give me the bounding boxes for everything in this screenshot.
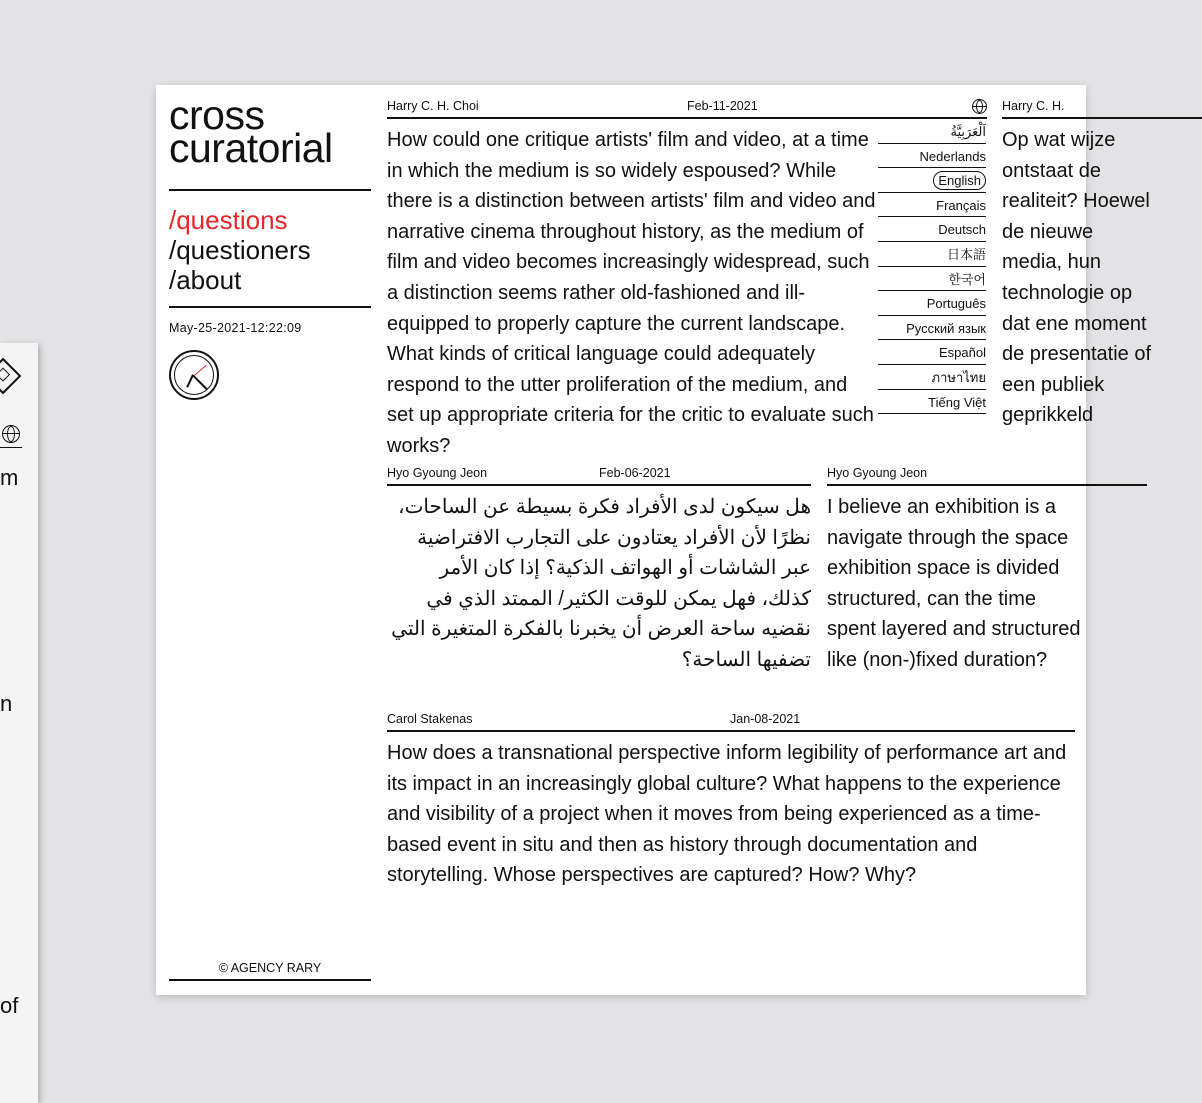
nav-questioners[interactable]: /questioners	[169, 235, 311, 265]
sidebar	[169, 85, 371, 995]
language-menu	[878, 119, 986, 414]
language-option-korean[interactable]: 한국어	[878, 267, 986, 292]
clock-icon	[169, 350, 219, 400]
card-header	[387, 97, 987, 119]
card-date: Feb-11-2021	[687, 99, 758, 113]
main-page	[156, 85, 1151, 995]
background-page	[0, 343, 38, 1103]
language-option-japanese[interactable]: 日本語	[878, 242, 986, 267]
card-header	[1002, 97, 1202, 119]
language-option-thai[interactable]: ภาษาไทย	[878, 365, 986, 390]
card-author[interactable]: Harry C. H.	[1002, 99, 1065, 113]
card-text: Op wat wijze ontstaat de realiteit? Hoewel de nieuwe media, hun technologie op dat ene moment de presentatie of een publiek geprikkeld	[1002, 129, 1151, 427]
card-header	[387, 464, 811, 486]
card-author[interactable]: Hyo Gyoung Jeon	[827, 466, 928, 480]
current-datetime: May-25-2021-12:22:09	[169, 321, 302, 335]
card-header	[387, 710, 1075, 732]
text-fragment: n	[0, 691, 13, 716]
brand-logo[interactable]	[169, 92, 333, 171]
question-card[interactable]	[387, 710, 1075, 891]
card-author[interactable]: Harry C. H. Choi	[387, 99, 479, 113]
card-header	[827, 464, 1147, 486]
card-date: Jan-08-2021	[730, 712, 801, 726]
text-fragment: m	[0, 465, 19, 490]
divider	[169, 189, 371, 191]
language-option-dutch[interactable]: Nederlands	[878, 144, 986, 169]
main-nav	[169, 205, 311, 295]
card-text: How does a transnational perspective inform legibility of performance art and its impact in an increasingly global culture? What happens to the experience and visibility of a project when it moves from being experienced as a time-based event in situ and then as history through documentation and storytelling. Whose perspectives are captured? How? Why?	[387, 742, 1067, 887]
card-author[interactable]: Carol Stakenas	[387, 712, 473, 726]
divider	[169, 306, 371, 308]
card-text: How could one critique artists' film and video, at a time in which the medium is so widely espoused? While there is a distinction between artists' film and video and narrative cinema throughout history, as the medium of film and video becomes increasingly widespread, such a distinction seems rather old-fashioned and ill-equipped to properly capture the current landscape. What kinds of critical language could adequately respond to the utter proliferation of the medium, and set up appropriate criteria for the critic to evaluate such works?	[387, 129, 876, 457]
card-text: I believe an exhibition is a navigate through the space exhibition space is divided structured, can the time spent layered and structured like (non-)fixed duration?	[827, 496, 1081, 671]
question-card[interactable]	[387, 464, 811, 676]
card-date: Feb-06-2021	[599, 466, 671, 480]
language-option-vietnamese[interactable]: Tiếng Việt	[878, 390, 986, 415]
language-option-german[interactable]: Deutsch	[878, 217, 986, 242]
brand-line-1: cross	[169, 92, 265, 138]
brand-line-2: curatorial	[169, 125, 333, 171]
language-option-arabic[interactable]: اَلْعَرَبِيَّةُ	[878, 119, 986, 144]
divider	[169, 979, 371, 981]
card-text: هل سيكون لدى الأفراد فكرة بسيطة عن الساحات، نظرًا لأن الأفراد يعتادون على التجارب الافتراضية عبر الشاشات أو الهواتف الذكية؟ إذا كان الأمر كذلك، فهل يمكن للوقت الكثير/ الممتد الذي في نقضيه ساحة العرض أن يخبرنا بالفكرة المتغيرة التي تضفيها الساحة؟	[391, 496, 811, 671]
question-card[interactable]	[827, 464, 1147, 676]
footer-credit: © AGENCY RARY	[218, 961, 322, 975]
language-option-portuguese[interactable]: Português	[878, 291, 986, 316]
question-card[interactable]	[1002, 97, 1202, 431]
divider	[0, 447, 22, 448]
language-option-english[interactable]: English	[878, 168, 986, 193]
nav-about[interactable]: /about	[169, 265, 242, 295]
language-option-russian[interactable]: Русский язык	[878, 316, 986, 341]
globe-icon[interactable]	[972, 99, 987, 114]
card-author[interactable]: Hyo Gyoung Jeon	[387, 466, 488, 480]
nav-questions[interactable]: /questions	[169, 205, 288, 235]
text-fragment: of	[0, 993, 19, 1018]
language-option-french[interactable]: Français	[878, 193, 986, 218]
globe-icon	[2, 425, 20, 443]
diamond-icon	[0, 358, 21, 395]
language-option-spanish[interactable]: Español	[878, 340, 986, 365]
